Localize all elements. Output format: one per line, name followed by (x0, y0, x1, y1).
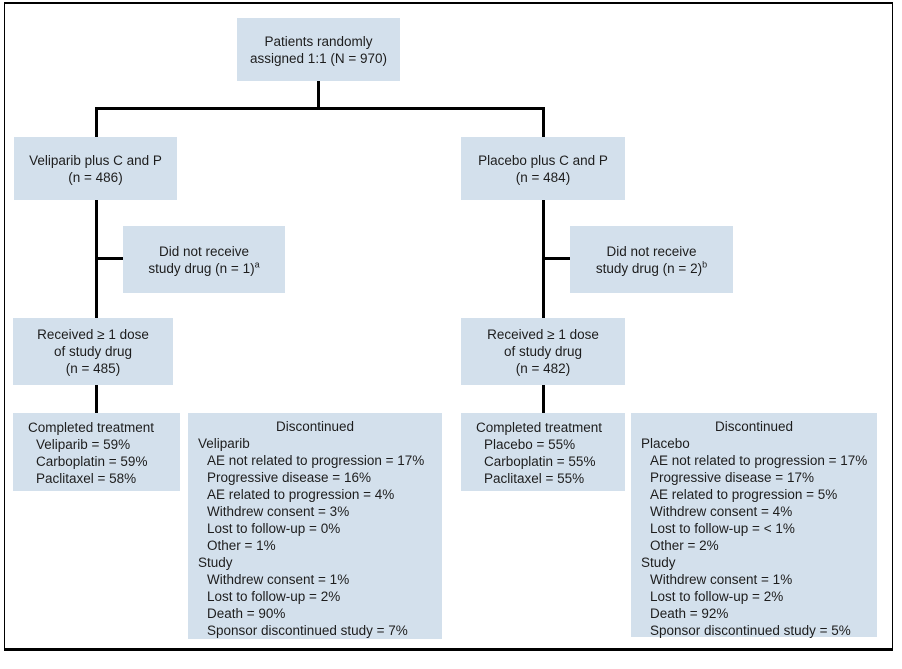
placebo-arm-line1: Placebo plus C and P (478, 152, 608, 168)
right-discontinued-group2-label: Study (641, 555, 676, 570)
right-discontinued-item: Sponsor discontinued study = 5% (650, 623, 851, 638)
veliparib-arm-box (14, 137, 177, 200)
connector-left-notreceived-stub (95, 257, 123, 260)
left-discontinued-item: Lost to follow-up = 0% (207, 521, 341, 536)
left-received-line1: Received ≥ 1 dose (37, 327, 149, 342)
right-received-line1: Received ≥ 1 dose (487, 327, 599, 342)
connector-right-arm-vertical (542, 107, 545, 138)
right-discontinued-item: Withdrew consent = 1% (650, 572, 793, 587)
left-discontinued-heading: Discontinued (275, 419, 355, 434)
right-completed-item: Placebo = 55% (484, 437, 576, 452)
right-discontinued-box (631, 413, 877, 637)
left-discontinued-item: AE related to progression = 4% (207, 487, 395, 502)
left-discontinued-item: Sponsor discontinued study = 7% (207, 623, 408, 638)
right-completed-box (461, 413, 625, 491)
right-discontinued-item: Death = 92% (650, 606, 729, 621)
right-received-line3: (n = 482) (515, 361, 571, 376)
left-discontinued-group1-label: Veliparib (198, 436, 250, 451)
left-completed-item: Veliparib = 59% (36, 437, 131, 452)
left-discontinued-item: Withdrew consent = 3% (207, 504, 350, 519)
right-not-received-line2: study drug (n = 2)$^b$ (595, 259, 708, 276)
left-completed-box (13, 413, 180, 491)
left-completed-item: Carboplatin = 59% (36, 454, 148, 469)
right-discontinued-item: AE not related to progression = 17% (650, 453, 868, 468)
right-completed-item: Carboplatin = 55% (484, 454, 596, 469)
right-discontinued-item: AE related to progression = 5% (650, 487, 838, 502)
right-discontinued-item: Other = 2% (650, 538, 719, 553)
randomized-line2: assigned 1:1 (N = 970) (250, 50, 387, 66)
right-received-line2: of study drug (503, 344, 583, 359)
placebo-arm-line2: (n = 484) (515, 169, 571, 185)
left-not-received-line1: Did not receive (158, 243, 250, 259)
left-received-line3: (n = 485) (65, 361, 121, 376)
right-not-received-line1: Did not receive (606, 243, 697, 259)
veliparib-arm-line2: (n = 486) (68, 169, 123, 185)
randomized-line1: Patients randomly (264, 33, 373, 49)
left-received-box (13, 318, 173, 385)
left-discontinued-item: Progressive disease = 16% (207, 470, 371, 485)
right-discontinued-heading: Discontinued (714, 419, 794, 434)
left-not-received-line2: study drug (n = 1)$^a$ (148, 259, 260, 276)
right-discontinued-group1-label: Placebo (641, 436, 690, 451)
right-discontinued-item: Progressive disease = 17% (650, 470, 814, 485)
connector-top-vertical (317, 81, 320, 110)
footnote-b: b (702, 259, 708, 269)
left-discontinued-item: Withdrew consent = 1% (207, 572, 350, 587)
left-discontinued-item: Other = 1% (207, 538, 276, 553)
right-not-received-box (570, 226, 733, 293)
connector-main-horizontal (95, 107, 545, 110)
left-received-line2: of study drug (53, 344, 133, 359)
right-completed-item: Paclitaxel = 55% (484, 471, 585, 486)
left-not-received-box (123, 226, 285, 293)
left-discontinued-group2-label: Study (198, 555, 233, 570)
left-completed-item: Paclitaxel = 58% (36, 471, 137, 486)
right-received-box (461, 318, 625, 385)
left-discontinued-item: AE not related to progression = 17% (207, 453, 425, 468)
connector-left-low-vertical (95, 385, 98, 413)
veliparib-arm-line1: Veliparib plus C and P (29, 152, 162, 168)
connector-right-low-vertical (542, 385, 545, 413)
connector-right-notreceived-stub (542, 257, 570, 260)
right-completed-heading: Completed treatment (476, 420, 603, 435)
left-discontinued-item: Lost to follow-up = 2% (207, 589, 341, 604)
right-discontinued-item: Lost to follow-up = 2% (650, 589, 784, 604)
right-discontinued-item: Lost to follow-up = < 1% (650, 521, 795, 536)
left-discontinued-box (188, 413, 442, 639)
randomized-box (237, 18, 400, 81)
left-discontinued-item: Death = 90% (207, 606, 286, 621)
right-discontinued-item: Withdrew consent = 4% (650, 504, 793, 519)
connector-left-arm-vertical (95, 107, 98, 138)
placebo-arm-box (461, 137, 625, 200)
footnote-a: a (254, 259, 260, 269)
left-completed-heading: Completed treatment (28, 420, 155, 435)
